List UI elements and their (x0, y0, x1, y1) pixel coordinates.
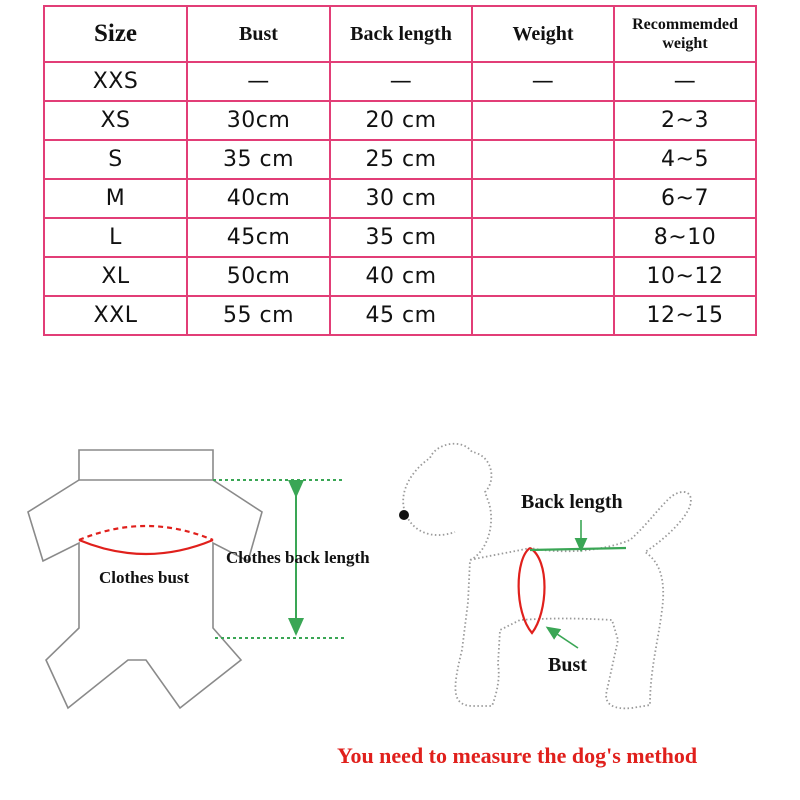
header-back-length: Back length (330, 6, 472, 62)
cell-weight: — (472, 62, 614, 101)
cell-recommended-weight: — (614, 62, 756, 101)
measurement-note: You need to measure the dog's method (337, 743, 698, 768)
cell-recommended-weight: 2~3 (614, 101, 756, 140)
cell-back-length: 25 cm (330, 140, 472, 179)
dog-bust-measure (519, 548, 578, 648)
cell-bust: — (187, 62, 330, 101)
cell-recommended-weight: 12~15 (614, 296, 756, 335)
dog-back-length-label: Back length (521, 491, 623, 513)
header-size: Size (44, 6, 187, 62)
cell-size: XL (44, 257, 187, 296)
cell-back-length: 45 cm (330, 296, 472, 335)
cell-size: L (44, 218, 187, 257)
dog-nose-icon (399, 510, 409, 520)
cell-recommended-weight: 4~5 (614, 140, 756, 179)
dog-back-length-measure (530, 520, 626, 550)
cell-bust: 40cm (187, 179, 330, 218)
cell-recommended-weight: 8~10 (614, 218, 756, 257)
cell-back-length: 40 cm (330, 257, 472, 296)
cell-bust: 30cm (187, 101, 330, 140)
cell-back-length: — (330, 62, 472, 101)
cell-size: XXS (44, 62, 187, 101)
cell-bust: 50cm (187, 257, 330, 296)
dog-bust-label: Bust (548, 654, 587, 676)
cell-bust: 35 cm (187, 140, 330, 179)
shirt-back-length-label: Clothes back length (226, 548, 370, 567)
header-recommended-weight: Recommemded weight (614, 6, 756, 62)
cell-recommended-weight: 6~7 (614, 179, 756, 218)
cell-size: S (44, 140, 187, 179)
header-bust: Bust (187, 6, 330, 62)
cell-recommended-weight: 10~12 (614, 257, 756, 296)
cell-bust: 45cm (187, 218, 330, 257)
shirt-bust-label: Clothes bust (99, 568, 190, 587)
cell-back-length: 20 cm (330, 101, 472, 140)
cell-size: XXL (44, 296, 187, 335)
cell-back-length: 30 cm (330, 179, 472, 218)
cell-size: XS (44, 101, 187, 140)
cell-bust: 55 cm (187, 296, 330, 335)
cell-size: M (44, 179, 187, 218)
header-weight: Weight (472, 6, 614, 62)
cell-back-length: 35 cm (330, 218, 472, 257)
shirt-bust-measure (79, 526, 213, 554)
